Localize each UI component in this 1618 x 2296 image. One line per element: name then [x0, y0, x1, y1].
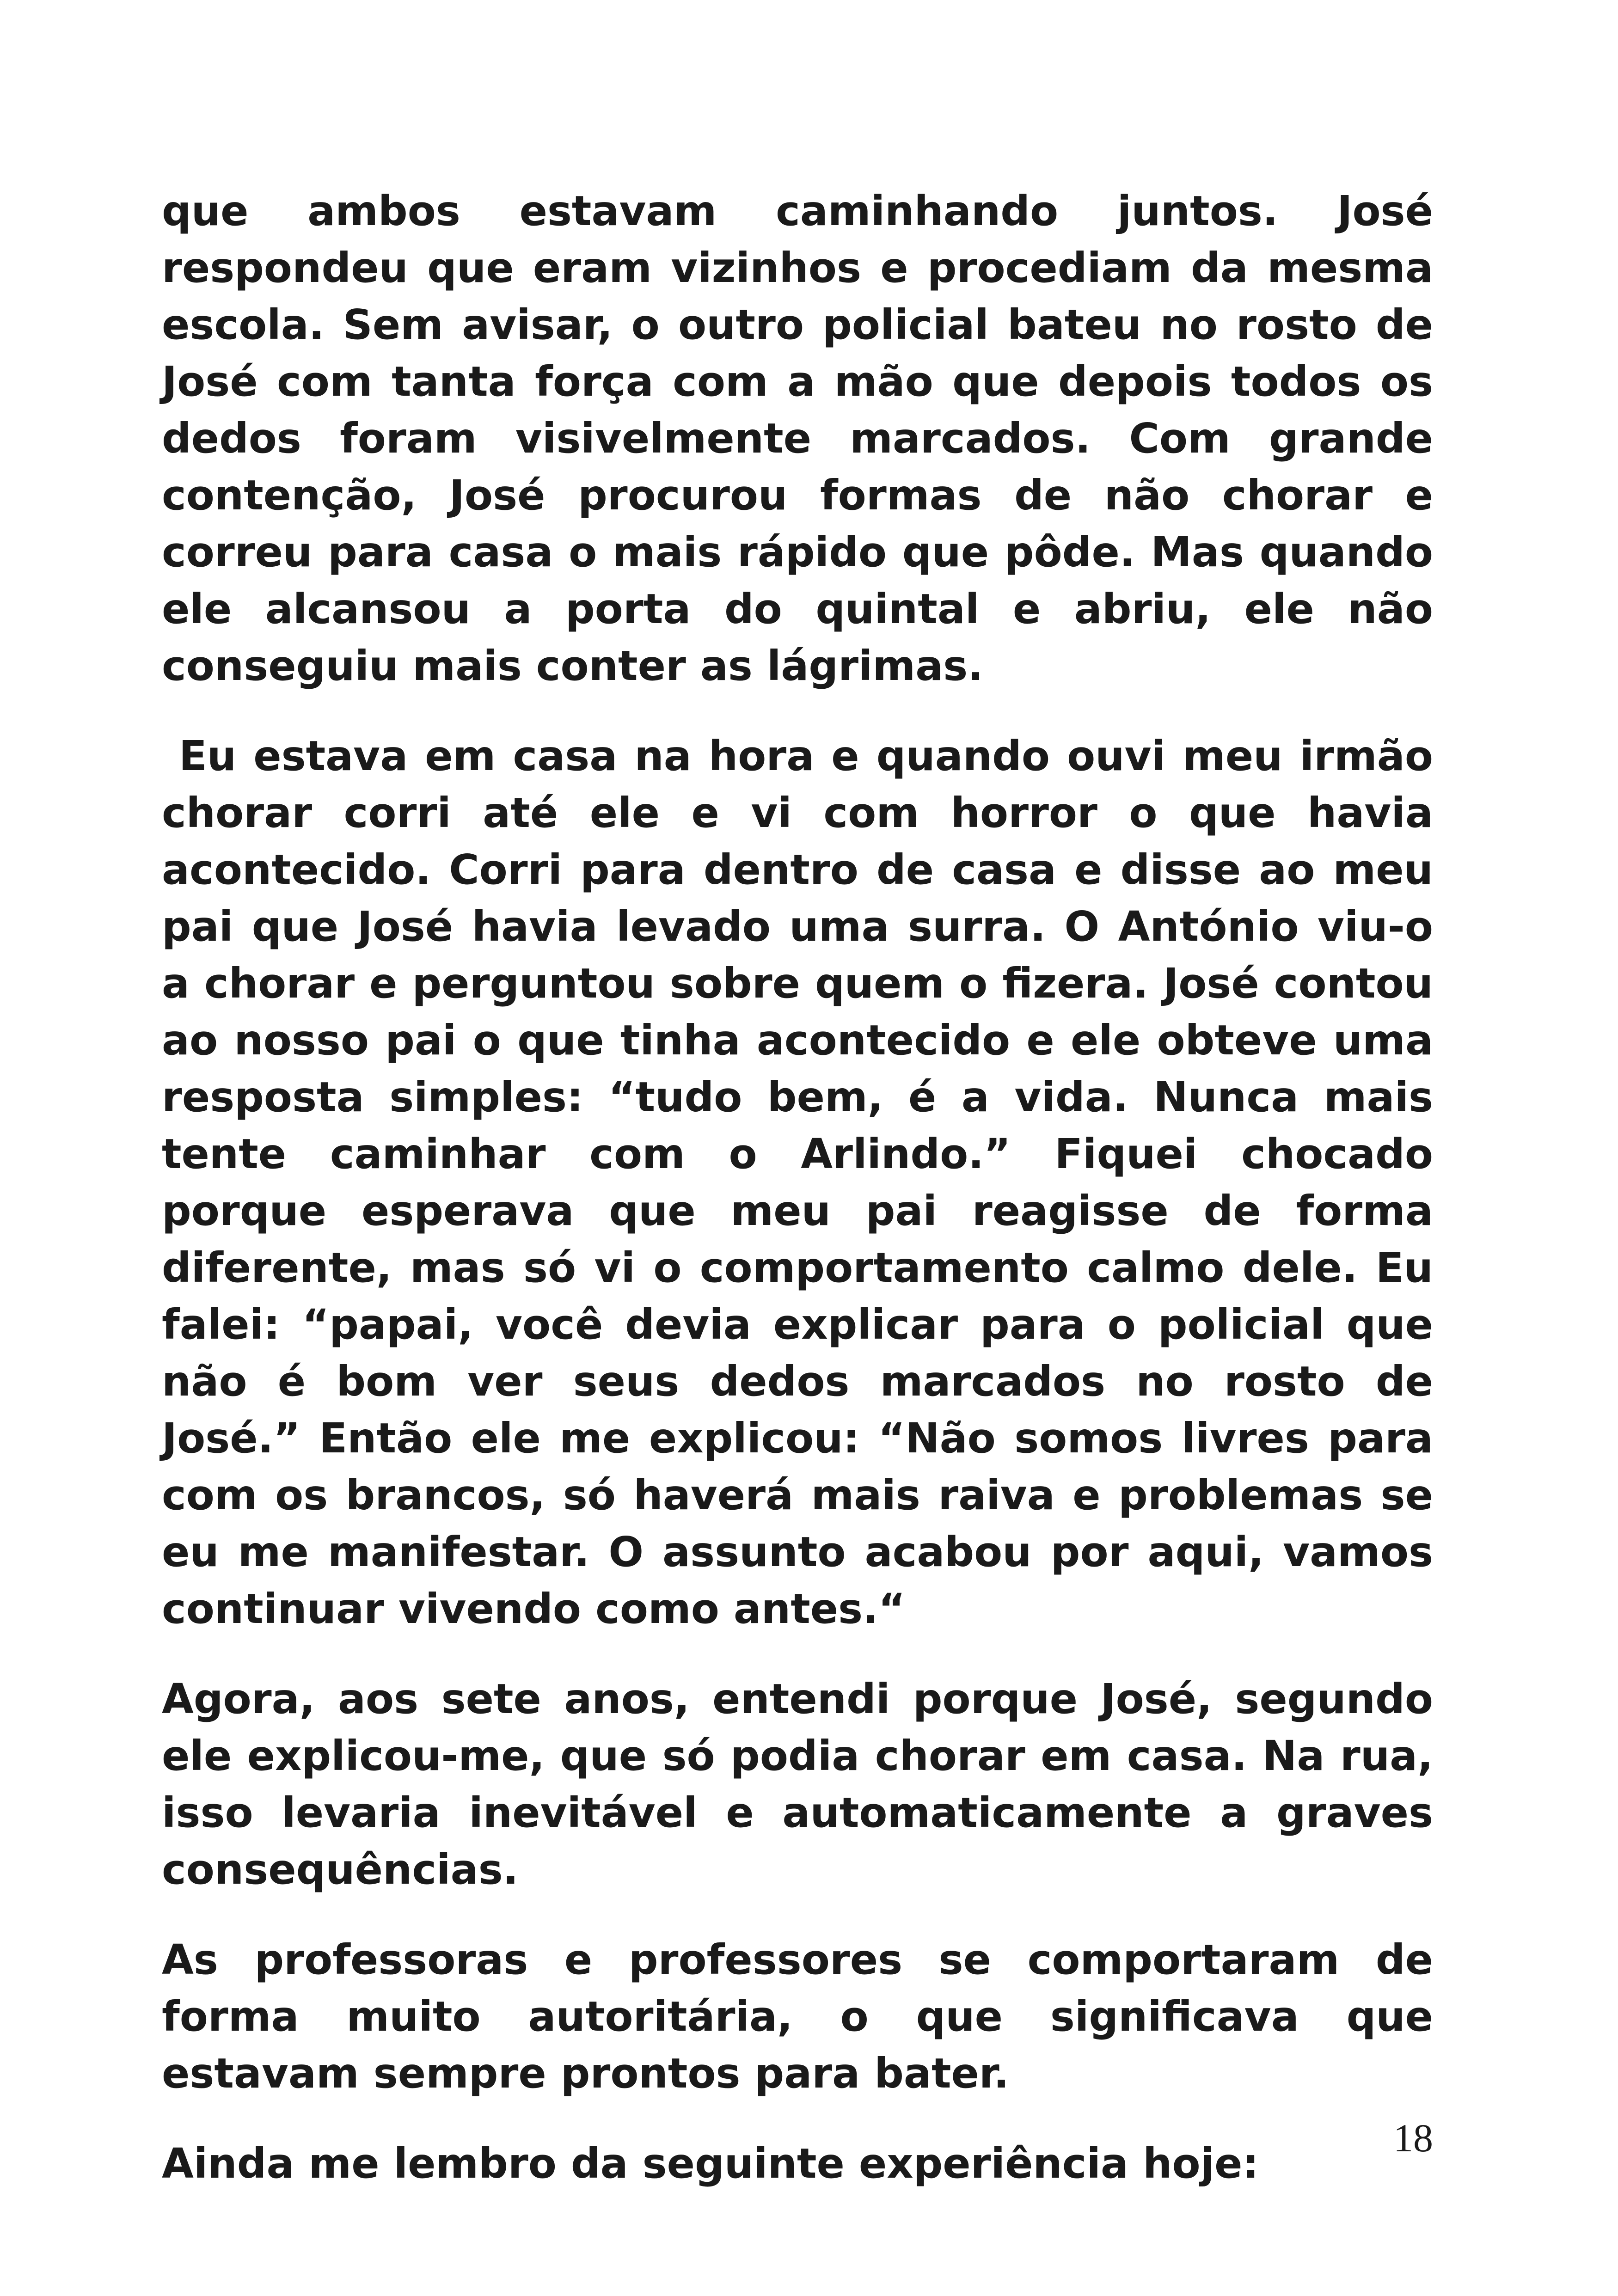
- paragraph-3: Agora, aos sete anos, entendi porque José, segundo ele explicou-me, que só podia chorar em casa. Na rua, isso levaria inevitável e automaticamente a graves consequências.: [162, 1675, 1433, 1893]
- page-number: 18: [1393, 2116, 1433, 2160]
- page-body: [162, 183, 1447, 2225]
- paragraph-2: Eu estava em casa na hora e quando ouvi meu irmão chorar corri até ele e vi com horror o que havia acontecido. Corri para dentro de casa e disse ao meu pai que José havia levado uma surra. O António viu-o a chorar e perguntou sobre quem o fizera. José contou ao nosso pai o que tinha acontecido e ele obteve uma resposta simples: “tudo bem, é a vida. Nunca mais tente caminhar com o Arlindo.” Fiquei chocado porque esperava que meu pai reagisse de forma diferente, mas só vi o comportamento calmo dele. Eu falei: “papai, você devia explicar para o policial que não é bom ver seus dedos marcados no rosto de José.” Então ele me explicou: “Não somos livres para com os brancos, só haverá mais raiva e problemas se eu me manifestar. O assunto acabou por aqui, vamos continuar vivendo como antes.“: [162, 732, 1447, 1633]
- paragraph-4: As professoras e professores se comportaram de forma muito autoritária, o que significava que estavam sempre prontos para bater.: [162, 1935, 1433, 2097]
- paragraph-1: que ambos estavam caminhando juntos. José respondeu que eram vizinhos e procediam da mesma escola. Sem avisar, o outro policial bateu no rosto de José com tanta força com a mão que depois todos os dedos foram visivelmente marcados. Com grande contenção, José procurou formas de não chorar e correu para casa o mais rápido que pôde. Mas quando ele alcansou a porta do quintal e abriu, ele não conseguiu mais conter as lágrimas.: [162, 187, 1433, 690]
- paragraph-5: Ainda me lembro da seguinte experiência hoje:: [162, 2139, 1259, 2187]
